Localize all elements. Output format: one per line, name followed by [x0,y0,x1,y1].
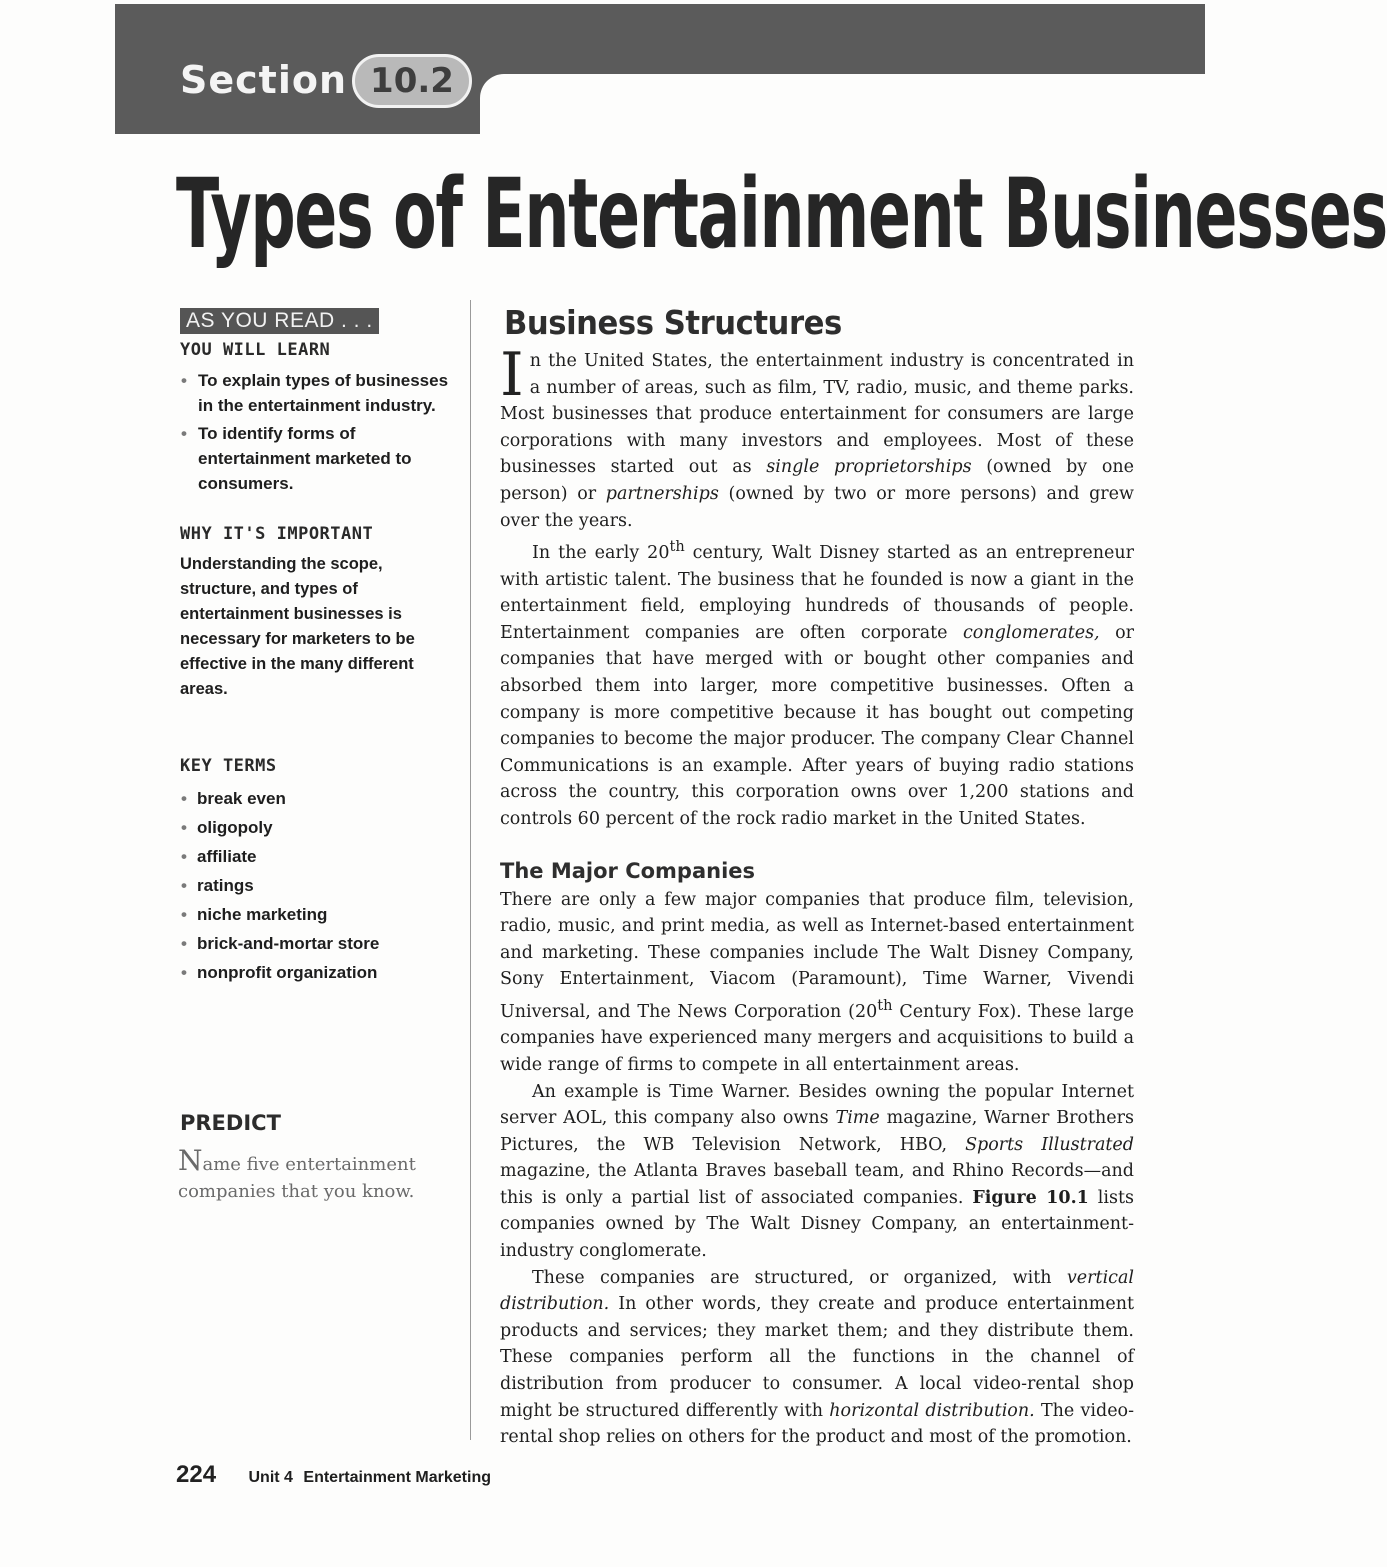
predict-body: ame five entertainment companies that you know. [178,1154,416,1202]
learn-list [176,368,458,496]
paragraph-2: In the early 20th century, Walt Disney started as an entrepreneur with artistic talent. The business that he founded is now a giant in the entertainment field, employing hundreds of thousands of people. Entertainment companies are often corporate conglomerates, or companies that have merged with or bought other companies and absorbed them into larger, more competitive businesses. Often a company is more competitive because it has bought out competing companies to become the major producer. The company Clear Channel Communications is an example. After years of buying radio stations across the country, this corporation owns over 1,200 stations and controls 60 percent of the rock radio market in the United States. [500,538,1135,829]
banner-cutout [480,74,1220,144]
sidebar [176,308,458,1205]
key-term: • niche marketing [176,900,458,929]
figure-reference: Figure 10.1 [972,1187,1089,1208]
drop-cap: I [500,340,524,410]
key-term: • oligopoly [176,813,458,842]
article-heading: Business Structures [504,303,842,342]
paragraph-4: An example is Time Warner. Besides owning the popular Internet server AOL, this company also owns Time magazine, Warner Brothers Pictures, the WB Television Network, HBO, Sports Illustrated magazine, the Atlanta Braves baseball team, and Rhino Records—and this is only a partial list of associated companies. Figure 10.1 lists companies owned by The Walt Disney Company, an entertainment-industry conglomerate. [500,1081,1134,1262]
unit-title: Entertainment Marketing [303,1469,491,1486]
paragraph-5: These companies are structured, or organized, with vertical distribution. In other words, they create and produce entertainment products and services; they market them; and they distribute them. These companies perform all the functions in the channel of distribution from producer to consumer. A local video-rental shop might be structured differently with horizontal distribution. The video-rental shop relies on others for the product and most of the promotion. [500,1267,1135,1448]
article [500,303,1134,1451]
why-heading: WHY IT'S IMPORTANT [180,524,374,544]
predict-initial: N [178,1144,203,1177]
key-term: • break even [176,784,458,813]
paragraph-1: In the United States, the entertainment industry is concentrated in a number of areas, such as film, TV, radio, music, and theme parks. Most businesses that produce entertainment for consumers are large corporations with many investors and employees. Most of these businesses started out as single proprietorships (owned by one person) or partnerships (owned by two or more persons) and grew over the years. [500,340,1134,531]
learn-heading: YOU WILL LEARN [180,340,331,360]
predict-text [178,1144,458,1205]
page-title: Types of Entertainment Businesses [176,158,1387,270]
paragraph-3: There are only a few major companies that produce film, television, radio, music, and print media, as well as Internet-based entertainment and marketing. These companies include The Walt Disney Company, Sony Entertainment, Viacom (Paramount), Time Warner, Vivendi Universal, and The News Corporation (20th Century Fox). These large companies have experienced many mergers and acquisitions to build a wide range of firms to compete in all entertainment areas. [500,889,1134,1075]
list-item: • To explain types of businesses in the entertainment industry. [176,368,458,418]
unit-label: Unit 4 [248,1469,293,1486]
key-term: • affiliate [176,842,458,871]
key-term: • nonprofit organization [176,958,458,987]
page-number: 224 [176,1461,217,1488]
article-subheading: The Major Companies [500,858,756,883]
column-divider [470,300,471,1440]
list-item: • To identify forms of entertainment marketed to consumers. [176,421,458,496]
key-terms-heading: KEY TERMS [180,756,277,776]
as-you-read-label: AS YOU READ . . . [180,308,379,334]
key-terms-list [176,784,458,987]
section-number-badge: 10.2 [352,54,472,108]
section-label: Section [180,58,348,102]
page-footer [176,1461,491,1489]
why-text: Understanding the scope, structure, and types of entertainment businesses is necessary for marketers to be effective in the many different areas. [180,555,415,698]
predict-heading: PREDICT [180,1111,281,1135]
key-term: • brick-and-mortar store [176,929,458,958]
key-term: • ratings [176,871,458,900]
